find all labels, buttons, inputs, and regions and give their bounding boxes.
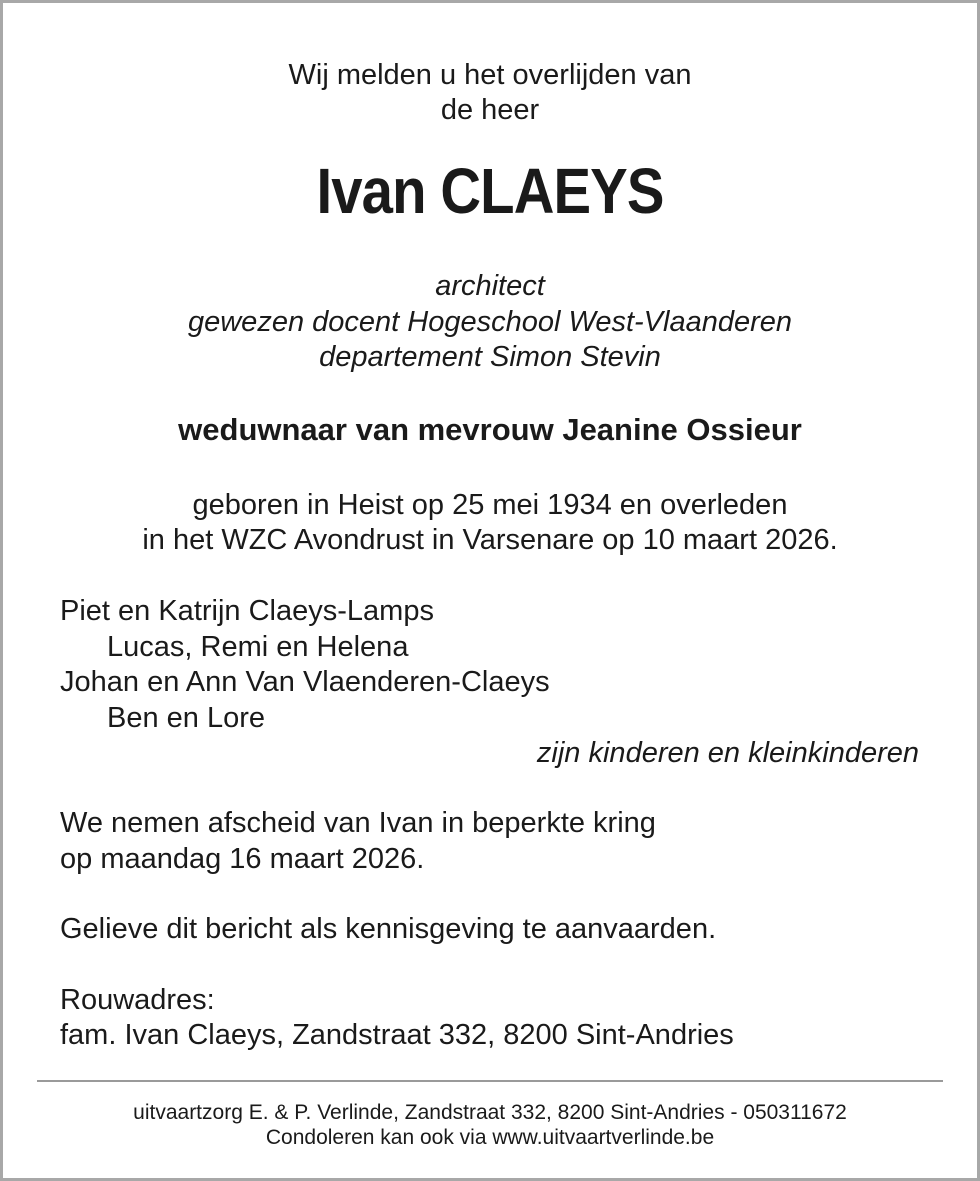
acknowledgement-notice: Gelieve dit bericht als kennisgeving te aanvaarden. [60,913,717,945]
mourning-address: fam. Ivan Claeys, Zandstraat 332, 8200 Sint-Andries [60,1019,734,1051]
family-entry: Lucas, Remi en Helena [107,631,409,663]
deceased-name: Ivan CLAEYS [316,155,664,227]
intro-line-2: de heer [440,94,540,126]
farewell-line-1: We nemen afscheid van Ivan in beperkte kring [60,807,656,839]
family-entry: Ben en Lore [107,702,266,734]
footer-divider [37,1080,943,1082]
funeral-home-line: uitvaartzorg E. & P. Verlinde, Zandstraat 332, 8200 Sint-Andries - 050311672 [133,1101,847,1124]
widower-line: weduwnaar van mevrouw Jeanine Ossieur [178,412,802,447]
title-profession: architect [435,270,545,302]
condolence-line: Condoleren kan ook via www.uitvaartverlinde.be [265,1126,715,1149]
family-entry: Johan en Ann Van Vlaenderen-Claeys [60,666,550,698]
title-department: departement Simon Stevin [319,341,661,373]
birth-death-line-1: geboren in Heist op 25 mei 1934 en overleden [192,489,788,521]
family-entry: Piet en Katrijn Claeys-Lamps [60,595,434,627]
birth-death-line-2: in het WZC Avondrust in Varsenare op 10 maart 2026. [142,524,838,556]
farewell-line-2: op maandag 16 maart 2026. [60,843,425,875]
mourning-address-label: Rouwadres: [60,984,215,1016]
title-former-teacher: gewezen docent Hogeschool West-Vlaanderen [187,306,792,338]
intro-line-1: Wij melden u het overlijden van [288,59,692,91]
family-relation: zijn kinderen en kleinkinderen [536,737,919,769]
